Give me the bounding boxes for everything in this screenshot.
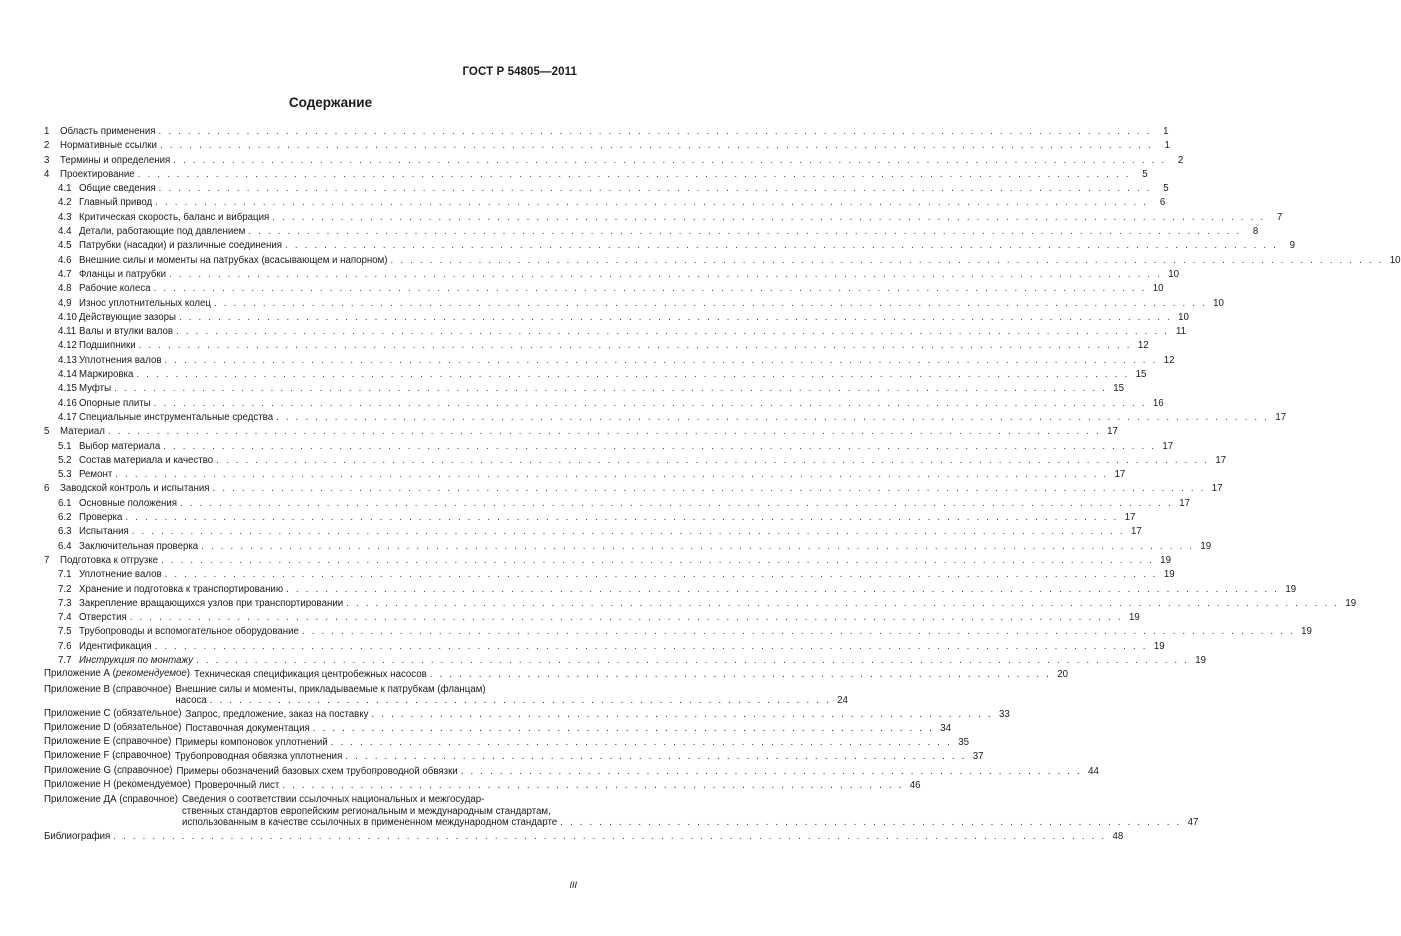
toc-entry-page: 9	[1289, 240, 1296, 252]
toc-entry[interactable]	[44, 196, 1166, 210]
toc-entry-page: 19	[1128, 612, 1140, 624]
toc-entry-title: Износ уплотнительных колец	[79, 297, 211, 309]
toc-entry-title: Отверстия	[79, 612, 127, 624]
toc-entry[interactable]	[44, 397, 1164, 411]
toc-entry[interactable]	[44, 311, 1189, 325]
toc-entry-page: 6	[1159, 197, 1166, 209]
toc-entry-title: Испытания	[79, 526, 129, 538]
toc-entry-title: Трубопроводы и вспомогательное оборудование	[79, 626, 299, 638]
table-of-contents	[44, 125, 1401, 844]
toc-entry-page: 19	[1153, 640, 1165, 652]
toc-entry-title: Ремонт	[79, 469, 113, 481]
appendix-title: ственных стандартов европейским региональным и международным стандартам,	[181, 805, 551, 817]
toc-entry-title: Действующие зазоры	[79, 311, 176, 323]
toc-entry-number: 5	[44, 426, 50, 438]
appendix-label: Приложение D (обязательное)	[44, 721, 182, 733]
appendix-page: 35	[958, 737, 969, 749]
toc-entry-number: 7	[44, 554, 50, 566]
toc-entry[interactable]	[44, 282, 1164, 296]
toc-entry-number: 4.5	[58, 240, 72, 252]
toc-entry-number: 4.16	[58, 397, 77, 409]
toc-entry-number: 4.15	[58, 383, 77, 395]
toc-entry-page: 15	[1113, 383, 1125, 395]
toc-entry[interactable]	[44, 297, 1224, 311]
toc-entry[interactable]	[44, 654, 1207, 668]
toc-entry[interactable]	[44, 139, 1170, 153]
toc-entry-page: 5	[1142, 168, 1148, 180]
toc-entry-number: 4.6	[58, 254, 72, 266]
toc-entry-number: 4.11	[58, 326, 77, 338]
toc-entry-number: 4.12	[58, 340, 77, 352]
toc-appendix[interactable]: Приложение ДА (справочное) Сведения о соответствии ссылочных национальных и межгосудар- ственных стандартов европейским региональным и международным стандартам, использованным в качестве ссылочных в примененном международном стандарте . . . . . . . . . . . . . . . . . . . . . . . . . . . . . . . . . . . . . . . . . . . . . . . . . . . . . . . . . . . . . . . . 47	[44, 794, 1199, 829]
toc-entry-page: 17	[1114, 469, 1126, 481]
toc-entry-title: Основные положения	[79, 497, 177, 509]
toc-entry-number: 4	[44, 168, 50, 180]
toc-entry-title: Специальные инструментальные средства	[79, 411, 274, 423]
toc-entry[interactable]	[44, 382, 1125, 396]
toc-entry[interactable]	[44, 568, 1175, 582]
toc-appendix[interactable]: Приложение С (обязательное) Запрос, предложение, заказ на поставку . . . . . . . . . . . . . . . . . . . . . . . . . . . . . . . . . . . . . . . . . . . . . . . . . . . . . . . . . . . . . . . . 33	[44, 708, 584, 722]
toc-entry[interactable]	[44, 125, 1169, 139]
appendix-page: 46	[909, 780, 921, 792]
toc-entry[interactable]	[44, 254, 1401, 268]
toc-entry-title: Опорные плиты	[79, 397, 151, 409]
toc-entry[interactable]	[44, 368, 1147, 382]
toc-entry-title: Проверка	[79, 512, 123, 524]
toc-entry[interactable]	[44, 239, 1296, 253]
toc-entry-page: 10	[1389, 254, 1401, 266]
toc-appendix[interactable]: Приложение В (справочное) Внешние силы и моменты, прикладываемые к патрубкам (фланцам) насоса . . . . . . . . . . . . . . . . . . . . . . . . . . . . . . . . . . . . . . . . . . . . . . . . . . . . . . . . . . . . . . . . 24	[44, 683, 848, 707]
toc-entry-number: 7.6	[58, 640, 72, 652]
toc-entry[interactable]	[44, 640, 1165, 654]
toc-entry-page: 10	[1213, 297, 1224, 309]
toc-entry-page: 10	[1168, 268, 1180, 280]
toc-appendix[interactable]: Приложение Е (справочное) Примеры компоновок уплотнений . . . . . . . . . . . . . . . . . . . . . . . . . . . . . . . . . . . . . . . . . . . . . . . . . . . . . . . . . . . . . . . . 35	[44, 736, 584, 750]
toc-entry-page: 17	[1107, 426, 1118, 438]
toc-entry[interactable]	[44, 511, 1136, 525]
toc-entry[interactable]	[44, 625, 1312, 639]
toc-entry-title: Валы и втулки валов	[79, 326, 174, 338]
toc-entry[interactable]	[44, 325, 1187, 339]
toc-entry-page: 17	[1162, 440, 1174, 452]
toc-entry[interactable]	[44, 525, 1142, 539]
toc-entry[interactable]	[44, 540, 1212, 554]
toc-entry[interactable]	[44, 454, 1227, 468]
appendix-label: Приложение G (справочное)	[44, 764, 173, 776]
toc-entry-page: 7	[1276, 211, 1283, 223]
toc-entry-title: Фланцы и патрубки	[79, 268, 167, 280]
toc-entry-title: Уплотнение валов	[79, 569, 162, 581]
toc-entry[interactable]	[44, 497, 1190, 511]
toc-entry-number: 7.4	[58, 612, 72, 624]
toc-entry-page: 17	[1275, 411, 1287, 423]
toc-entry-title: Маркировка	[79, 369, 134, 381]
appendix-page: 20	[1057, 669, 1069, 681]
toc-entry-number: 4.4	[58, 226, 72, 238]
toc-entry-number: 4,9	[58, 297, 72, 309]
toc-appendix[interactable]: Приложение G (справочное) Примеры обозначений базовых схем трубопроводной обвязки . . . . . . . . . . . . . . . . . . . . . . . . . . . . . . . . . . . . . . . . . . . . . . . . . . . . . . . . . . . . . . . . 44	[44, 765, 584, 779]
toc-entry[interactable]	[44, 482, 1223, 496]
toc-entry-page: 12	[1137, 340, 1149, 352]
page-number: III	[569, 880, 577, 890]
toc-entry-page: 11	[1176, 326, 1187, 338]
toc-entry-title: Подшипники	[79, 340, 136, 352]
appendix-label: Приложение А (рекомендуемое)	[44, 668, 191, 680]
toc-entry-page: 19	[1345, 597, 1357, 609]
appendix-label: Приложение ДА (справочное)	[44, 794, 178, 806]
appendix-page: 34	[940, 722, 951, 734]
appendix-page: 24	[837, 695, 848, 707]
toc-entry-number: 5.1	[58, 440, 72, 452]
toc-entry[interactable]	[44, 611, 1140, 625]
toc-entry-title: Выбор материала	[79, 440, 161, 452]
appendix-title: Проверочный лист	[194, 780, 280, 792]
appendix-label: Приложение В (справочное)	[44, 683, 172, 695]
appendix-label: Приложение F (справочное)	[44, 750, 171, 762]
appendix-page: 44	[1088, 765, 1099, 777]
toc-entry[interactable]	[44, 268, 1180, 282]
toc-entry-title: Рабочие колеса	[79, 283, 151, 295]
toc-entry-number: 1	[44, 126, 50, 137]
toc-entry[interactable]	[44, 554, 1172, 568]
toc-entry-page: 1	[1164, 140, 1170, 152]
toc-entry-number: 4.17	[58, 411, 77, 423]
appendix-label: Приложение Н (рекомендуемое)	[44, 779, 191, 791]
document-header: ГОСТ Р 54805—2011	[462, 66, 577, 78]
toc-entry-number: 6.4	[58, 540, 72, 552]
appendix-title: Техническая спецификация центробежных насосов	[194, 669, 427, 681]
appendix-page: 37	[972, 751, 984, 763]
appendix-page: 33	[998, 708, 1010, 720]
toc-entry[interactable]	[44, 597, 1357, 611]
appendix-title: Внешние силы и моменты, прикладываемые к патрубкам (фланцам)	[175, 683, 486, 695]
appendix-page: 47	[1187, 817, 1199, 829]
toc-entry-number: 5.3	[58, 469, 72, 481]
toc-entry-title: Муфты	[79, 383, 112, 395]
toc-entry-page: 5	[1163, 183, 1169, 195]
toc-entry-page: 19	[1163, 569, 1175, 581]
toc-entry-title: Главный привод	[79, 197, 153, 209]
bibliography-label: Библиография	[44, 830, 111, 842]
toc-entry-title: Инструкция по монтажу	[79, 654, 194, 666]
toc-entry-number: 4.2	[58, 197, 72, 209]
toc-entry-title: Детали, работающие под давлением	[79, 226, 246, 238]
toc-entry[interactable]	[44, 168, 1148, 182]
toc-entry-title: Термины и определения	[60, 154, 171, 166]
toc-entry[interactable]	[44, 468, 1126, 482]
toc-entry[interactable]	[44, 440, 1174, 454]
page-title: Содержание	[288, 95, 373, 110]
toc-entry-number: 4.13	[58, 354, 77, 366]
toc-entry[interactable]	[44, 425, 1118, 439]
toc-entry-title: Общие сведения	[79, 183, 156, 195]
toc-entry-title: Заводской контроль и испытания	[60, 483, 210, 495]
toc-appendix[interactable]: Приложение Н (рекомендуемое) Проверочный лист . . . . . . . . . . . . . . . . . . . . . . . . . . . . . . . . . . . . . . . . . . . . . . . . . . . . . . . . . . . . . . . . 46	[44, 779, 584, 793]
appendix-title: Примеры компоновок уплотнений	[175, 737, 328, 749]
toc-entry-title: Закрепление вращающихся узлов при транспортировании	[79, 597, 344, 609]
appendix-title: Трубопроводная обвязка уплотнения	[174, 751, 343, 763]
toc-entry-title: Внешние силы и моменты на патрубках (всасывающем и напорном)	[79, 254, 388, 266]
toc-entry-number: 7.7	[58, 654, 72, 666]
toc-entry-number: 6	[44, 483, 50, 495]
appendix-label: Приложение Е (справочное)	[44, 736, 172, 748]
toc-entry-title: Патрубки (насадки) и различные соединения	[79, 240, 283, 252]
toc-entry-number: 2	[44, 140, 50, 152]
toc-entry-page: 19	[1200, 540, 1212, 552]
toc-entry-page: 8	[1252, 226, 1259, 238]
toc-entry[interactable]	[44, 339, 1149, 353]
toc-entry[interactable]	[44, 354, 1175, 368]
toc-entry-title: Критическая скорость, баланс и вибрация	[79, 211, 270, 223]
toc-entry-page: 17	[1179, 497, 1190, 509]
toc-entry-title: Подготовка к отгрузке	[60, 554, 159, 566]
toc-entry-number: 4.3	[58, 211, 72, 223]
toc-entry-number: 7.2	[58, 583, 72, 595]
toc-entry-page: 12	[1163, 354, 1175, 366]
toc-entry-page: 19	[1285, 583, 1297, 595]
toc-entry-number: 6.1	[58, 497, 72, 509]
toc-entry-number: 4.10	[58, 311, 77, 323]
toc-entry-number: 6.3	[58, 526, 72, 538]
appendix-label: Приложение С (обязательное)	[44, 707, 182, 719]
toc-entry-number: 7.1	[58, 569, 72, 581]
appendix-title: использованным в качестве ссылочных в примененном международном стандарте	[181, 817, 558, 829]
toc-entry-page: 1	[1163, 126, 1169, 137]
toc-entry[interactable]	[44, 583, 1297, 597]
toc-entry-title: Состав материала и качество	[79, 454, 214, 466]
toc-entry-page: 17	[1215, 454, 1227, 466]
toc-appendices	[44, 668, 1199, 830]
toc-entry-page: 19	[1301, 626, 1312, 638]
toc-entry-number: 4.7	[58, 268, 72, 280]
toc-entry[interactable]	[44, 182, 1169, 196]
toc-entry[interactable]	[44, 211, 1283, 225]
appendix-title: Запрос, предложение, заказ на поставку	[185, 708, 369, 720]
appendix-title: Поставочная документация	[185, 722, 310, 734]
toc-entry-number: 5.2	[58, 454, 72, 466]
appendix-title: Сведения о соответствии ссылочных национальных и межгосудар-	[181, 794, 485, 806]
toc-entry-page: 16	[1152, 397, 1164, 409]
toc-bibliography[interactable]	[44, 830, 1124, 844]
toc-appendix[interactable]: Приложение F (справочное) Трубопроводная обвязка уплотнения . . . . . . . . . . . . . . . . . . . . . . . . . . . . . . . . . . . . . . . . . . . . . . . . . . . . . . . . . . . . . . . . 37	[44, 750, 584, 764]
toc-entry-number: 4.1	[58, 183, 72, 195]
toc-entry-page: 19	[1160, 554, 1172, 566]
toc-entry-title: Уплотнения валов	[79, 354, 162, 366]
toc-entry-title: Хранение и подготовка к транспортированию	[79, 583, 284, 595]
toc-appendix[interactable]: Приложение D (обязательное) Поставочная документация . . . . . . . . . . . . . . . . . . . . . . . . . . . . . . . . . . . . . . . . . . . . . . . . . . . . . . . . . . . . . . . . 34	[44, 722, 584, 736]
toc-entry-number: 3	[44, 154, 50, 166]
toc-entry-title: Заключительная проверка	[79, 540, 199, 552]
toc-entry-page: 2	[1177, 154, 1184, 166]
toc-entries	[44, 125, 1401, 668]
toc-entry-number: 7.3	[58, 597, 72, 609]
toc-entry-title: Идентификация	[79, 640, 152, 652]
toc-entry-title: Область применения	[60, 126, 156, 137]
toc-entry-page: 17	[1124, 512, 1136, 524]
toc-entry-page: 19	[1195, 654, 1207, 666]
toc-entry[interactable]	[44, 411, 1287, 425]
toc-entry-number: 4.8	[58, 283, 72, 295]
toc-entry-title: Материал	[60, 426, 105, 438]
toc-entry-page: 15	[1135, 369, 1147, 381]
toc-appendix[interactable]: Приложение А (рекомендуемое) Техническая спецификация центробежных насосов . . . . . . . . . . . . . . . . . . . . . . . . . . . . . . . . . . . . . . . . . . . . . . . . . . . . . . . . . . . . . . . . 20	[44, 668, 584, 682]
bibliography-page: 48	[1112, 830, 1124, 842]
toc-entry-number: 6.2	[58, 512, 72, 524]
toc-entry-number: 7.5	[58, 626, 72, 638]
toc-entry-number: 4.14	[58, 369, 77, 381]
appendix-title: Примеры обозначений базовых схем трубопроводной обвязки	[176, 765, 458, 777]
toc-entry-title: Нормативные ссылки	[60, 140, 157, 152]
toc-entry-page: 10	[1152, 283, 1164, 295]
toc-entry[interactable]	[44, 225, 1259, 239]
toc-entry-title: Проектирование	[60, 168, 135, 180]
toc-entry-page: 17	[1211, 483, 1223, 495]
toc-entry-page: 10	[1178, 311, 1189, 323]
appendix-title: насоса	[175, 695, 207, 707]
toc-entry[interactable]	[44, 154, 1184, 168]
toc-entry-page: 17	[1130, 526, 1142, 538]
